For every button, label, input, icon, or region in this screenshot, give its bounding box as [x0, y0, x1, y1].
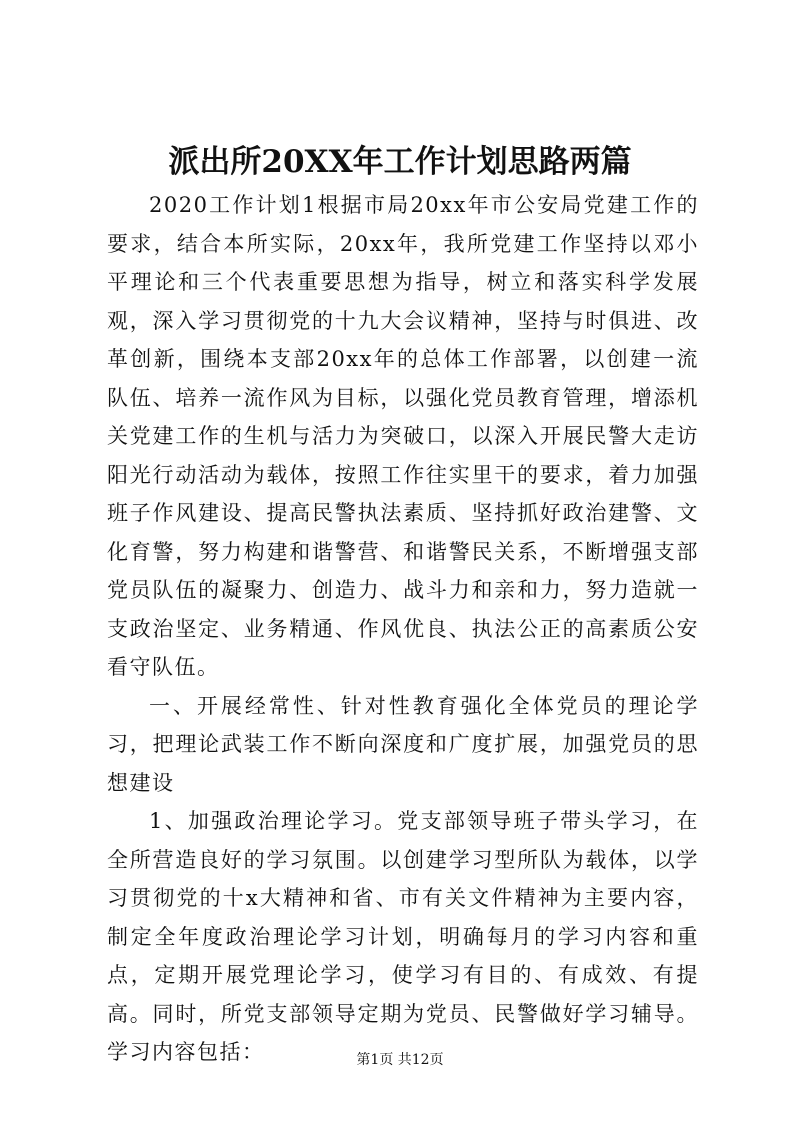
document-title: 派出所20XX年工作计划思路两篇: [168, 144, 632, 180]
paragraph-intro: 2020工作计划1根据市局20xx年市公安局党建工作的要求，结合本所实际，20xx年，我所党建工作坚持以邓小平理论和三个代表重要思想为指导，树立和落实科学发展观，深入学习贯彻党的十九大会议精神，坚持与时俱进、改革创新，围绕本支部20xx年的总体工作部署，以创建一流队伍、培养一流作风为目标，以强化党员教育管理，增添机关党建工作的生机与活力为突破口，以深入开展民警大走访阳光行动活动为载体，按照工作往实里干的要求，着力加强班子作风建设、提高民警执法素质、坚持抓好政治建警、文化育警，努力构建和谐警营、和谐警民关系，不断增强支部党员队伍的凝聚力、创造力、战斗力和亲和力，努力造就一支政治坚定、业务精通、作风优良、执法公正的高素质公安看守队伍。: [107, 193, 699, 679]
paragraph-item-1: 1、加强政治理论学习。党支部领导班子带头学习，在全所营造良好的学习氛围。以创建学习型所队为载体，以学习贯彻党的十x大精神和省、市有关文件精神为主要内容，制定全年度政治理论学习计划，明确每月的学习内容和重点，定期开展党理论学习，使学习有目的、有成效、有提高。同时，所党支部领导定期为党员、民警做好学习辅导。学习内容包括：: [107, 809, 699, 1064]
page-footer: 第1页 共12页: [356, 1052, 444, 1068]
document-body: [107, 186, 699, 1072]
paragraph-section-heading: 一、开展经常性、针对性教育强化全体党员的理论学习，把理论武装工作不断向深度和广度扩展，加强党员的思想建设: [107, 693, 699, 795]
